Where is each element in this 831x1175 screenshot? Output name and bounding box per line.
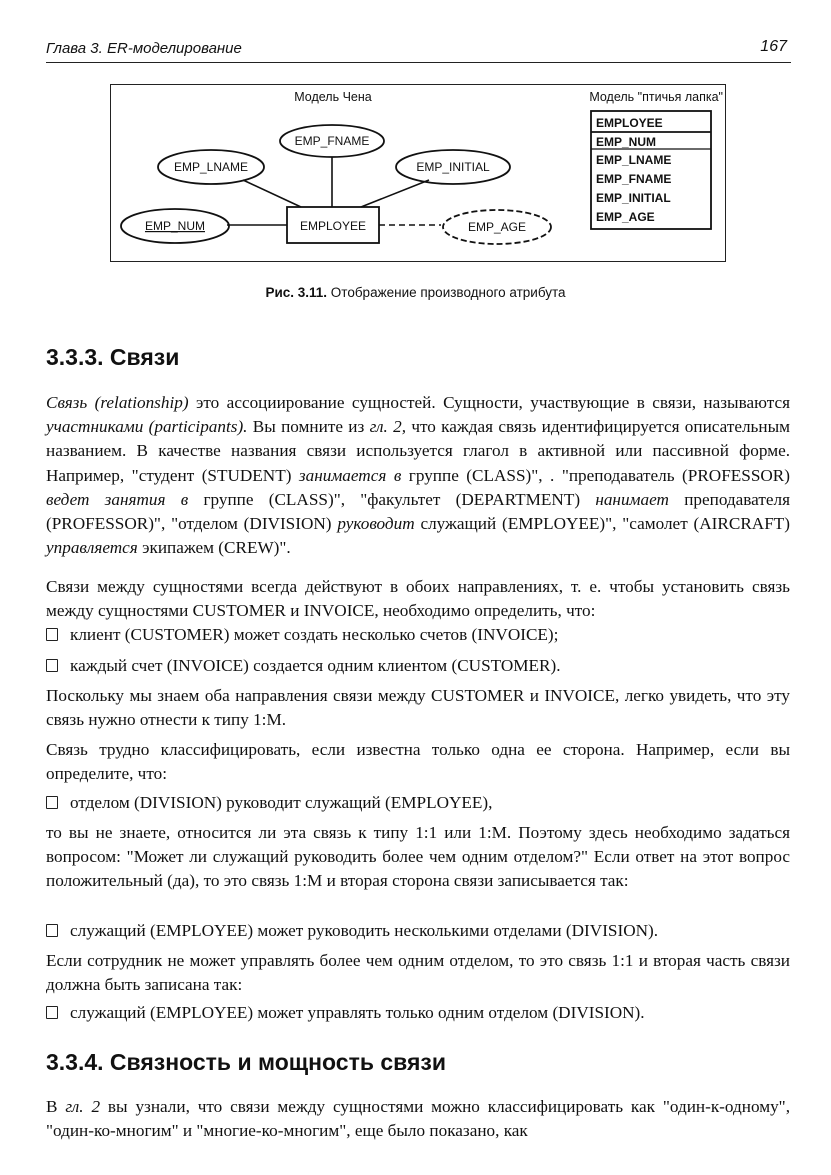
italic-term: управляется	[46, 538, 138, 558]
text-run: преподавателя (PROFESSOR)", "отделом (DIVISION)	[46, 489, 790, 534]
italic-term: занимается в	[298, 465, 402, 485]
bullet-text: служащий (EMPLOYEE) может управлять только одним отделом (DIVISION).	[70, 1003, 645, 1022]
attr-emp-lname: EMP_LNAME	[173, 160, 249, 174]
italic-term: гл. 2,	[369, 417, 407, 437]
figure-caption-text: Отображение производного атрибута	[327, 285, 566, 300]
checkbox-bullet-icon	[46, 1006, 58, 1019]
text-run: вы узнали, что связи между сущностями можно классифицировать как "один-к-одному", "один-ко-многим" и "многие-ко-многим", еще было показано, как	[46, 1097, 790, 1141]
italic-term: нанимает	[595, 489, 669, 509]
checkbox-bullet-icon	[46, 796, 58, 809]
italic-term: участниками (participants).	[46, 417, 248, 437]
text-run: группе (CLASS)", . "преподаватель (PROFESSOR)	[401, 465, 790, 485]
italic-term: гл. 2	[65, 1097, 101, 1116]
checkbox-bullet-icon	[46, 628, 58, 641]
paragraph-both-directions: Связи между сущностями всегда действуют в обоих направлениях, т. е. чтобы установить связь между сущностями CUSTOMER и INVOICE, необходимо определить, что:	[46, 577, 790, 621]
attr-emp-fname: EMP_FNAME	[294, 134, 370, 148]
figure-caption-label: Рис. 3.11.	[265, 285, 328, 300]
entity-employee-label: EMPLOYEE	[299, 219, 367, 233]
section-heading-3-3-4: 3.3.4. Связность и мощность связи	[46, 1049, 446, 1075]
figure-caption	[0, 285, 831, 300]
crow-attr-emp-num: EMP_NUM	[596, 135, 657, 149]
section-heading-3-3-3: 3.3.3. Связи	[46, 344, 180, 370]
text-run: экипажем (CREW)".	[137, 538, 291, 558]
chapter-title: Глава 3. ER-моделирование	[46, 40, 242, 57]
paragraph-1m-type: Поскольку мы знаем оба направления связи между CUSTOMER и INVOICE, легко увидеть, что эту связь нужно отнести к типу 1:M.	[46, 686, 790, 730]
bullet-text: служащий (EMPLOYEE) может руководить несколькими отделами (DIVISION).	[70, 921, 659, 940]
figure-3-11	[110, 84, 726, 262]
crow-attr-emp-age: EMP_AGE	[596, 210, 655, 224]
attr-emp-initial: EMP_INITIAL	[416, 160, 490, 174]
paragraph-question: то вы не знаете, относится ли эта связь к типу 1:1 или 1:M. Поэтому здесь необходимо задаться вопросом: "Может ли служащий руководить более чем одним отделом?" Если ответ на этот вопрос положительный (да), то это связь 1:M и вторая сторона связи записывается так:	[46, 823, 790, 891]
crow-attr-emp-initial: EMP_INITIAL	[596, 191, 671, 205]
er-diagram	[111, 85, 725, 261]
checkbox-bullet-icon	[46, 924, 58, 937]
running-header	[46, 36, 791, 63]
bullet-item	[46, 654, 806, 678]
bullet-item	[46, 919, 806, 943]
paragraph-one-side: Связь трудно классифицировать, если известна только одна ее сторона. Например, если вы определите, что:	[46, 740, 790, 784]
text-run: В	[46, 1097, 66, 1116]
italic-term: Связь (relationship)	[46, 393, 189, 412]
paragraph-1-1-case: Если сотрудник не может управлять более чем одним отделом, то это связь 1:1 и вторая часть связи должна быть записана так:	[46, 951, 790, 995]
bullet-item	[46, 623, 806, 647]
paragraph-relationship-definition	[46, 391, 790, 560]
italic-term: ведет занятия в	[46, 489, 189, 509]
page-number: 167	[760, 38, 787, 55]
bullet-text: каждый счет (INVOICE) создается одним клиентом (CUSTOMER).	[70, 656, 561, 675]
attr-emp-num: EMP_NUM	[144, 219, 206, 233]
crow-attr-emp-fname: EMP_FNAME	[596, 172, 672, 186]
crow-attr-emp-lname: EMP_LNAME	[596, 153, 672, 167]
bullet-item	[46, 791, 806, 815]
attr-emp-age: EMP_AGE	[467, 220, 527, 234]
bullet-text: отделом (DIVISION) руководит служащий (EMPLOYEE),	[70, 793, 493, 812]
text-run: Вы помните из	[247, 417, 370, 437]
paragraph-connectivity-intro	[46, 1095, 790, 1143]
chen-links	[227, 157, 441, 225]
bullet-item	[46, 1001, 806, 1025]
crow-entity-title: EMPLOYEE	[596, 116, 663, 130]
text-run: служащий (EMPLOYEE)", "самолет (AIRCRAFT)	[414, 514, 790, 534]
text-run: это ассоциирование сущностей. Сущности, участвующие в связи, называются	[188, 393, 790, 412]
text-run: что каждая связь идентифицируется описательным названием. В качестве названия связи используется глагол в активной или пассивной форме. Например, "студент (STUDENT)	[46, 417, 790, 485]
crow-model-title: Модель "птичья лапка"	[589, 90, 723, 104]
bullet-text: клиент (CUSTOMER) может создать несколько счетов (INVOICE);	[70, 625, 559, 644]
text-run: группе (CLASS)", "факультет (DEPARTMENT)	[188, 489, 596, 509]
italic-term: руководит	[337, 514, 415, 534]
chen-model-title: Модель Чена	[294, 90, 372, 104]
checkbox-bullet-icon	[46, 659, 58, 672]
